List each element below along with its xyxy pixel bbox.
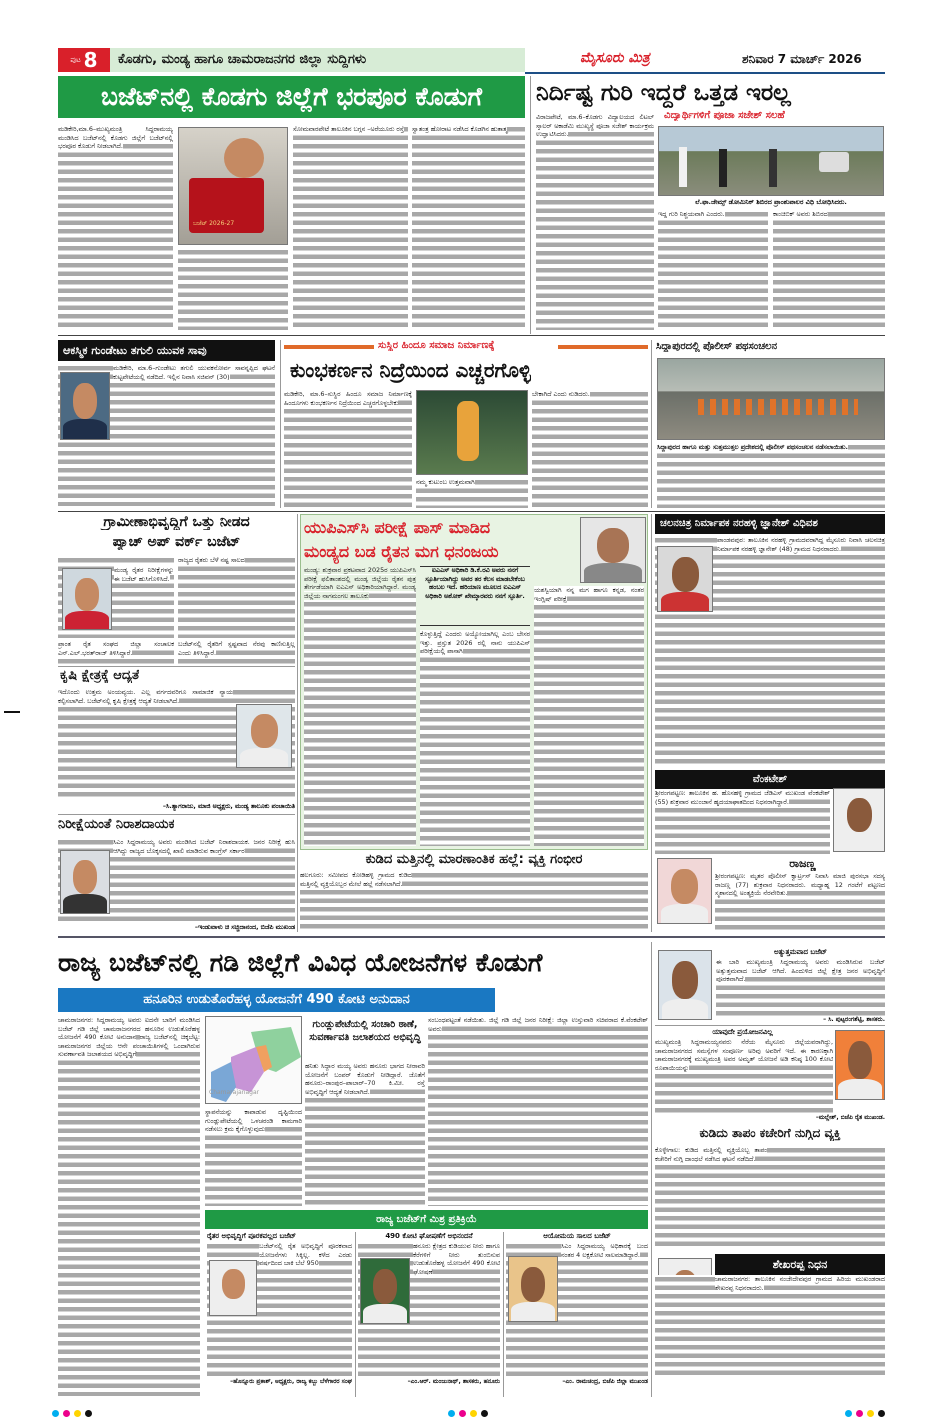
byline-best-budget: – ಸಿ. ಪುಟ್ಟರಂಗಶೆಟ್ಟಿ, ಶಾಸಕರು. [823,1016,885,1023]
crop-mark [4,711,20,713]
upsc-quote-box: ಐಎಎಸ್ ಅಧಿಕಾರಿ ಡಿ.ಕೆ.ರವಿ ಅವರು ನನಗೆ ಸ್ಫೂರ್ತಿಯಾಗಿದ್ದು ಅವರ ತರ ಕೆಲಸ ಮಾಡಬೇಕೆಂಬ ಹಂಬಲ ಇದೆ. ಹರಿಯಾಣ ಮೂಲದ ಐಎಎಸ್ ಅಧಿಕಾರಿ ಅಶೋಕ್ ಖೇಮ್ಕಾರವರು ನನಗೆ ಸ್ಫೂರ್ತಿ. [420,566,530,626]
kicker-kumbhakarna: ಸುಸ್ಥಿರ ಹಿಂದೂ ಸಮಾಜ ನಿರ್ಮಾಣಕ್ಕೆ [378,340,495,351]
article-body: ಕಾಂಚಿಬಿಕ್ ಅವರು ಶಿಬಿರದ [773,210,885,330]
article-body: ವಿರಾಜಪೇಟೆ, ಮಾ.6–ಕೊಡಗು ವಿದ್ಯಾಲಯದ ಲಿಟಲ್ ಸ್ಕಾಲರ್ ಅಕಾಡೆಮಿ ಮುಖ್ಯಸ್ಥೆ ಪೂಜಾ ಸಜೇಶ್ ಕಾರ್ಯಕ್ರಮ ಉದ್ಘಾಟಿಸಿದರು. [536,113,654,330]
article-body: ಮಡಿಕೇರಿ, ಮಾ.6–ಗುಂಡೇಟು ತಗುಲಿ ಯುವಕನೋರ್ವ ಸಾವನ್ನಪ್ಪಿದ ಘಟನೆ ಕುಟ್ಟಪೇಟೆಯಲ್ಲಿ ನಡೆದಿದೆ. ಇಲ್ಲಿನ ನಿವಾಸಿ ಸಜಿವನ್ (30) [58,364,275,506]
article-body: ಚಾಮರಾಜನಗರ: ಸಿದ್ದರಾಮಯ್ಯ ಅವರು ಐದನೇ ಬಾರಿಗೆ ಮಂಡಿಸಿದ ಬಜೆಟ್ ಗಡಿ ಜಿಲ್ಲೆ ಚಾಮರಾಜನಗರದ ಹನೂರಿನ ಉಡುತೊರೆಹಳ್ಳ ಯೋಜನೆಗೆ 490 ಕೋಟಿ ಅನುದಾನ ರಾಜ್ಯ ಬಜೆಟ್‌ನಲ್ಲಿ ಚಿಕ್ಕಬೆಟ್ಟ: ಚಾಮರಾಜನಗರ ಜಿಲ್ಲೆಯ ಆನೇ ಪಂಚಾಯಿತಿಗಳಲ್ಲಿ ಒಂದಾಗಿರುವ ಸುವರ್ಣಾವತಿ ಜಲಾಶಯದ ಅಭಿವೃದ್ಧಿಗೆ [58,1016,200,1396]
honnur-prakash-photo [209,1260,257,1316]
article-body: ಮಂಡ್ಯ ರೈತರ ನಿರೀಕ್ಷೆಗಳನ್ನು ಈ ಬಜೆಟ್ ಹುಸಿಗೊಳಿಸಿದೆ. [58,556,174,638]
map-watermark: Chamarajanagar [209,1089,260,1096]
article-body [178,248,288,330]
article-body: ಇದೊಂದು ಉತ್ತಮ ಅಂಯವ್ಯಯ. ಎಲ್ಲ ವರ್ಗದವರಿಗೂ ಸಾಮಾಜಿಕ ನ್ಯಾಯ ಕಲ್ಪಿಸಲಾಗಿದೆ. ಬಜೆಟ್‌ನಲ್ಲಿ ಕೃಷಿ ಕ್ಷೇತ್ರಕ್ಕೆ ಆದ್ಯತೆ ನೀಡಲಾಗಿದೆ. [58,688,295,798]
headline-patchup-line2: ಪ್ಯಾಚ್ ಅಪ್ ವರ್ಕ್ ಬಜೆಟ್ [112,534,241,550]
reaction-byline: –ಎಂ.ಆರ್. ಮಂಜುನಾಥ್, ಶಾಸಕರು, ಹನೂರು [407,1378,500,1385]
article-body: ಪಾಂಡವಪುರ: ತಾಲೂಕಿನ ನರಹಳ್ಳಿ ಗ್ರಾಮದವರಾಗಿದ್ದ ಮೈಸೂರು ನಿವಾಸಿ ಚಲನಚಿತ್ರ ನಿರ್ಮಾಪಕ ನರಹಳ್ಳಿ ಜ್ಞಾನೇಶ್ (48) ಗ್ರಾಮದ ನಿಧನರಾದರು. [655,536,885,766]
headline-police-march: ಸಿದ್ದಾಪುರದಲ್ಲಿ ಪೊಲೀಸ್ ಪಥಸಂಚಲನ [656,341,778,352]
article-body: ಸಿಎಂ ಸಿದ್ದರಾಮಯ್ಯ ಅವರು ಮಂಡಿಸಿದ ಬಜೆಟ್ ನಿರಾಶದಾಯಕ. ಜನರ ನಿರೀಕ್ಷೆ ಹುಸಿ ಆಗಿದ್ದು ರಾಜ್ಯದ ಬೊಕ್ಕಸದಲ್ಲಿ ಖಾಲಿ ಮಾಡಿರುವ ಕಾಂಗ್ರೆಸ್ ಸರ್ಕಾರ [58,838,295,922]
subhead-border-budget: ಹನೂರಿನ ಉಡುತೊರೆಹಳ್ಳ ಯೋಜನೆಗೆ 490 ಕೋಟಿ ಅನುದಾನ [58,988,495,1012]
bharathraj-photo [62,568,112,630]
article-body: ಹನಿತು ಸಿದ್ದಾರ ಮಯ್ಯ ಅವರು ಹನೂರು ಭಾಗದ ನೀರಾವರಿ ಯೋಜನೆಗೆ ಬಂಪರ್ ಕೊಡುಗೆ ನೀಡಿದ್ದಾರೆ. ಜೊತೆಗೆ ಹನೂರು–ರಾಂಪುರ–ಪಾಲಾರ್–70 ಕಿ.ಮೀ. ರಸ್ತೆ ಅಭಿವೃದ್ಧಿಗೆ ಆದ್ಯತೆ ನೀಡಲಾಗಿದೆ. [305,1062,425,1207]
article-body: ಮಡಿಕೇರಿ, ಮಾ.6–ಸುಸ್ಥಿರ ಹಿಂದೂ ಸಮಾಜ ನಿರ್ಮಾಣಕ್ಕೆ ಹಿಂದೂಗಳು ಕುಂಭಕರ್ಣನ ನಿದ್ರೆಯಿಂದ ಎಚ್ಚರಗೊಳ್ಳಬೇಕು [284,390,412,508]
article-body: ಕೊಳ್ಳುತ್ತಿದ್ದೆ ಎಂದರು ಅಯ್ಯೋಯಾಗಿಲ್ಲ ಎಂಬ ಬೇಸರ ಇತ್ತು. ಪ್ರಸ್ತುತ 2026 ರಲ್ಲಿ ನಾನು ಯುಪಿಎಸ್ ಪರೀಕ್ಷೆಯಲ್ಲಿ ಪಾಸಾಗಿ [420,630,530,846]
reaction-headline: ರೈತರ ಅಭಿವೃದ್ಧಿಗೆ ಪೂರಕವಲ್ಲದ ಬಜೆಟ್ [207,1232,297,1240]
victim-photo [60,372,110,440]
section-title: ಕೊಡಗು, ಮಂಡ್ಯ ಹಾಗೂ ಚಾಮರಾಜನಗರ ಜಿಲ್ಲಾ ಸುದ್ದಿಗಳು [110,48,525,72]
reaction-headline: 490 ಕೋಟಿ ಘೋಷಣೆಗೆ ಅಭಿನಂದನೆ [385,1232,473,1240]
mallesh-photo [835,1030,885,1100]
article-body: ರಾಜ್ಯದ ರೈತರು ಬೆಳೆ ನಷ್ಟ ಸಾಲದ [178,556,295,638]
article-body: ಹಲಗೂರು: ಸಮೀಪದ ಕೋಡಿಹಳ್ಳಿ ಗ್ರಾಮದ ಕುಡಿದ ಮತ್ತಿನಲ್ಲಿ ವ್ಯಕ್ತಿಯೊಬ್ಬರ ಮೇಲೆ ಹಲ್ಲೆ ನಡೆಸಲಾಗಿದೆ. [300,871,648,931]
page-number-badge [58,48,110,72]
headline-kumbhakarna: ಕುಂಭಕರ್ಣನ ನಿದ್ರೆಯಿಂದ ಎಚ್ಚರಗೊಳ್ಳಿ [290,358,532,382]
photo-caption: ಲೆ.ಫಾ.ಜೇಮ್ಸ್ ಡೋಮಿನಿಕ್ ಶಿಬಿರದ ಪ್ರಾಂಶುಪಾಲರ ವಿಧಿ ಬೋಧಿಸಿದರು. [695,198,847,206]
headline-upsc-line2: ಮಂಡ್ಯದ ಬಡ ರೈತನ ಮಗ ಧನಂಜಯ [304,542,499,561]
newspaper-logo: ಮೈಸೂರು ಮಿತ್ರ [580,50,650,66]
headline-gnanesh: ಚಲನಚಿತ್ರ ನಿರ್ಮಾಪಕ ನರಹಳ್ಳಿ ಜ್ಞಾನೇಶ್ ವಿಧಿವಶ [655,514,885,534]
headline-disappoint: ನಿರೀಕ್ಷೆಯಂತೆ ನಿರಾಶದಾಯಕ [58,817,175,832]
headline-stress: ನಿರ್ದಿಷ್ಟ ಗುರಿ ಇದ್ದರೆ ಒತ್ತಡ ಇರಲ್ಲ [536,80,791,106]
color-registration-marks-left [52,1402,96,1421]
byline-disappoint: –ಇಂಡುವಾಳು ಚಿ ಸಚ್ಚಿದಾನಂದ, ಬಿಜೆಪಿ ಮುಖಂಡ [194,924,295,931]
kicker-rule-right [558,345,648,349]
article-body: ಕೊಳ್ಳೇಗಾಲ: ಕುಡಿದ ಮತ್ತಿನಲ್ಲಿ ವ್ಯಕ್ತಿಯೊಬ್ಬ ತಾಪಂ ಕಚೇರಿಗೆ ನುಗ್ಗಿ ದಾಂಧಲೆ ನಡೆಸಿದ ಘಟನೆ ನಡೆದಿದೆ. [655,1146,885,1250]
police-march-photo [657,358,885,440]
headline-kodagu-budget: ಬಜೆಟ್‌ನಲ್ಲಿ ಕೊಡಗು ಜಿಲ್ಲೆಗೆ ಭರಪೂರ ಕೊಡುಗೆ [58,76,525,118]
article-body: ಸ್ಥಾಪನೆಯನ್ನು ಕಾಪಾಡುವ ದೃಷ್ಟಿಯಿಂದ ಗುಂಡ್ಲುಪೇಟೆಯಲ್ಲಿ ಒಳಚರಂಡಿ ಕಾಮಗಾರಿ ನಡೆಸಲು ಕ್ರಮ ಕೈಗೊಳ್ಳುವುದು [205,1108,302,1206]
byline-agri: –ಸಿ.ತ್ಯಾಗರಾಜು, ಮಾಜಿ ಅಧ್ಯಕ್ಷರು, ಮಂಡ್ಯ ತಾಲೂಕು ಪಂಚಾಯಿತಿ [162,803,295,810]
headline-taluk-office: ಕುಡಿದು ತಾಪಂ ಕಚೇರಿಗೆ ನುಗ್ಗಿದ ವ್ಯಕ್ತಿ [699,1126,841,1140]
budget-briefcase-photo [178,127,288,245]
manjunath-photo [360,1258,410,1324]
article-body: ಸಿಎಂ ಸಿದ್ದರಾಮಯ್ಯ ಅಧಿಕಾರಕ್ಕೆ ಬಂದ ನಂತರ 4 ಲಕ್ಷಕೋಟಿ ಸಾಲಮಾಡಿದ್ದಾರೆ. [506,1242,648,1377]
puttarangashetty-photo [658,950,712,1020]
headline-upsc-line1: ಯುಪಿಎಸ್‌ಸಿ ಪರೀಕ್ಷೆ ಪಾಸ್ ಮಾಡಿದ [304,518,491,537]
headline-best-budget: ಅತ್ಯುತ್ತಮವಾದ ಬಜೆಟ್ [774,948,827,956]
article-body: ಮಂಡ್ಯ: ಶುಕ್ರವಾರ ಪ್ರಕಟವಾದ 2025ರ ಯುಪಿಎಸ್‌ಸಿ ಪರೀಕ್ಷೆ ಫಲಿತಾಂಶದಲ್ಲಿ ಮಂಡ್ಯ ಜಿಲ್ಲೆಯ ರೈತನ ಪುತ್ರ ತೇರ್ಗಡೆಯಾಗಿ ಐಎಎಸ್ ಅಧಿಕಾರಿಯಾಗಿದ್ದಾರೆ. ಮಂಡ್ಯ ಜಿಲ್ಲೆಯ ನಾಗಮಂಗಲ ತಾಲೂಕು [304,566,416,846]
briefcase-label: ಬಜೆಟ್ 2026-27 [193,220,235,227]
headline-venkatesh: ವೆಂಕಟೇಶ್ [655,770,885,789]
headline-border-budget: ರಾಜ್ಯ ಬಜೆಟ್‌ನಲ್ಲಿ ಗಡಿ ಜಿಲ್ಲೆಗೆ ವಿವಿಧ ಯೋಜನೆಗಳ ಕೊಡುಗೆ [58,948,543,977]
ramachandra-photo [508,1256,558,1322]
article-body: ಸಂಬಂಧಪಟ್ಟಂತೆ ನಡೆಯಿತು. ಜಿಲ್ಲೆ ಗಡಿ ಜಿಲ್ಲೆ ಜನರ ನಿರೀಕ್ಷೆ: ಜಿಲ್ಲಾ ಉಸ್ತುವಾರಿ ಸಚಿವರಾದ ಕೆ.ವೆಂಕಟೇಶ್ ಅವರು [428,1016,648,1206]
page-label: ಪುಟ [70,55,81,64]
sachidananda-photo [60,850,110,914]
reaction-headline: ಆಯೋಮಯ ಸಾಲದ ಬಜೆಟ್ [543,1232,611,1240]
ceremony-photo [658,126,884,196]
headline-gunshot: ಆಕಸ್ಮಿಕ ಗುಂಡೇಟು ತಗುಲಿ ಯುವಕ ಸಾವು [58,340,275,361]
kicker-rule-left [284,345,374,349]
reaction-byline: –ಎಂ. ರಾಮಚಂದ್ರ, ಬಿಜೆಪಿ ಜಿಲ್ಲಾ ಮುಖಂಡ [562,1378,648,1385]
rajanna-photo [657,858,712,924]
gnanesh-photo [657,546,713,612]
article-body: ಬೇಕಾಗಿದೆ ಎಂದು ನುಡಿದರು. [532,390,648,508]
speaker-photo [416,390,528,475]
reactions-banner: ರಾಜ್ಯ ಬಜೆಟ್‌ಗೆ ಮಿಶ್ರ ಪ್ರತಿಕ್ರಿಯೆ [205,1210,648,1229]
article-body: ಬಜೆಟ್‌ನಲ್ಲಿ ರೈತರಿಗೆ ಸ್ಪಷ್ಟವಾದ ನೆರವು ಕಾಣಿಸುತ್ತಿಲ್ಲ ಎಂದು ತಿಳಿಸಿದ್ದಾರೆ. [178,640,295,665]
color-registration-marks-right [845,1402,889,1421]
byline-no-benefit: –ಮಲ್ಲೇಶ್, ಬಿಜೆಪಿ ರೈತ ಮುಖಂಡ. [815,1114,885,1121]
article-body: ಮುಖ್ಯಮಂತ್ರಿ ಸಿದ್ದರಾಮಯ್ಯನವರು ನೆರೆಯ ಮೈಸೂರು ಜಿಲ್ಲೆಯವರಾಗಿದ್ದು, ಚಾಮರಾಜನಗರದ ಸಮಸ್ಯೆಗಳ ಸಂಪೂರ್ಣ ಅರಿವು ಅವರಿಗೆ ಇದೆ. ಈ ಕಾರಣಕ್ಕಾಗಿ ಚಾಮರಾಜನಗರಕ್ಕೆ ಮುಖ್ಯಮಂತ್ರಿ ಅವರ ಅಮೃತ್ ಯೋಜನೆ ಅಡಿ ಕನಿಷ್ಠ 100 ಕೋಟಿ ರೂಪಾಯಿಯನ್ನು [655,1038,833,1114]
thyagaraju-photo [236,704,292,768]
reaction-byline: –ಹೊನ್ನೂರು ಪ್ರಕಾಶ್, ಅಧ್ಯಕ್ಷರು, ರಾಜ್ಯ ಕಬ್ಬು ಬೆಳೆಗಾರರ ಸಂಘ [230,1378,352,1385]
article-body: ಯಶಸ್ವಿಯಾಗಿ ನನ್ನ ಮಗ ಹಾಗೂ ಕನ್ನಡ, ನಂತರ ಇಂಗ್ಲಿಷ್ ಪರೀಕ್ಷೆ [534,586,644,846]
issue-date: ಶನಿವಾರ 7 ಮಾರ್ಚ್ 2026 [742,52,862,66]
page-number: 8 [83,48,98,72]
masthead-rule [525,72,885,74]
color-registration-marks-center [448,1402,492,1421]
headline-rajanna: ರಾಜಣ್ಣ [789,857,816,870]
article-body: ಬಜೆಟ್‌ನಲ್ಲಿ ರೈತ ಅಭಿವೃದ್ಧಿಗೆ ಪೂರಕವಾದ ಯೋಜನೆಗಳು ಸಿಕ್ಕಿಲ್ಲ. ಕಳೆದ ಎರಡು ವರ್ಷದಿಂದ ಬಾಕಿ ಬೆಲೆ 950 [207,1242,352,1377]
article-body: ಈ ಬಾರಿ ಮುಖ್ಯಮಂತ್ರಿ ಸಿದ್ದರಾಮಯ್ಯ ಅವರು ಮಂಡಿಸಿರುವ ಬಜೆಟ್ ಅತ್ಯುತ್ತಮವಾದ ಬಜೆಟ್ ಆಗಿದೆ. ಹಿಂದುಳಿದ ಜಿಲ್ಲೆ ಕ್ಷೇತ್ರ ಜನರ ಅಭಿವೃದ್ಧಿಗೆ ಪೂರಕವಾಗಿದೆ. [716,958,885,1016]
article-body: ಶ್ರೀರಂಗಪಟ್ಟಣ: ಮೃತರ ಪೊಲೀಸ್ ಕ್ವಾರ್ಟ್ರಸ್ ನಿವಾಸಿ ಮಾಜಿ ಪುರಸಭಾ ಸದಸ್ಯ ರಾಜಣ್ಣ (77) ಶುಕ್ರವಾರ ನಿಧನರಾದರು. ಮಧ್ಯಾಹ್ನ 12 ಗಂಟೆಗೆ ಪಟ್ಟಣದ ಸ್ಮಶಾನದಲ್ಲಿ ಅಂತ್ಯಕ್ರಿಯೆ ನೆರವೇರಿತು. [715,872,885,930]
headline-gundlupet: ಗುಂಡ್ಲುಪೇಟೆಯಲ್ಲಿ ಸಂಚಾರಿ ಠಾಣೆ, ಸುವರ್ಣಾವತಿ ಜಲಾಶಯದ ಅಭಿವೃದ್ಧಿ [309,1019,421,1043]
headline-patchup-line1: ಗ್ರಾಮೀಣಾಭಿವೃದ್ಧಿಗೆ ಒತ್ತು ನೀಡದ [103,514,250,530]
headline-assault: ಕುಡಿದ ಮತ್ತಿನಲ್ಲಿ ಮಾರಣಾಂತಿಕ ಹಲ್ಲೆ: ವ್ಯಕ್ತಿ ಗಂಭೀರ [365,852,583,867]
district-map [205,1016,302,1104]
article-body: ಸೋಮವಾರಪೇಟೆ ತಾಲೂಕಿನ ಬಗ್ಗನ –ಅರೆಯೂರು ರಸ್ತೆ [293,125,408,330]
dhananjaya-photo [580,517,646,583]
article-body: ನಮ್ಮ ಕುಟುಂಬ ಉತ್ತಮವಾಗಿ [416,478,528,508]
headline-agri: ಕೃಷಿ ಕ್ಷೇತ್ರಕ್ಕೆ ಆದ್ಯತೆ [60,668,140,683]
article-body: ಸ್ವಾತಂತ್ರ ಹೋರಾಟ ನಡೆಸಿದ ಕೊಡಗಿನ ಹುತಾತ್ಮ [412,125,525,330]
article-body: ಹನೂರು ಕ್ಷೇತ್ರದ ಕುಡಿಯುವ ನೀರು ಹಾಗೂ ಕೆರೆಗಳಿಗೆ ನೀರು ತುಂಬಿಸುವ ಉಡುತೊರೆಹಳ್ಳ ಯೋಜನೆಗೆ 490 ಕೋಟಿ ಘೋಷಣೆ [358,1242,500,1377]
article-body: ಸಿದ್ದಾಪುರದ ಹಾಗೂ ಮತ್ತು ಸುತ್ತಮುತ್ತಲ ಪ್ರದೇಶದಲ್ಲಿ ಪೊಲೀಸ್ ಪಥಸಂಚಲನ ನಡೆಸಲಾಯಿತು. [657,443,885,508]
headline-no-benefit: ಯಾವುದೇ ಪ್ರಯೋಜನವಿಲ್ಲ [712,1028,773,1036]
subhead-stress: ವಿದ್ಯಾರ್ಥಿಗಳಿಗೆ ಪೂಜಾ ಸಜೇಶ್ ಸಲಹೆ [664,110,785,121]
article-body: ಚಾಮರಾಜನಗರ: ತಾಲೂಕಿನ ನಂಜೇದೇವಪುರ ಗ್ರಾಮದ ಹಿರಿಯ ಮುಖಂಡರಾದ ಶೇಖರಪ್ಪ ನಿಧನರಾದರು. [655,1275,885,1375]
article-body: ಇದ್ದ ಗುರಿ ನಿಶ್ಚಯವಾಗಿ ಎಂದರು. [658,210,768,330]
venkatesh-photo [833,788,885,852]
article-body: ಮಡಿಕೇರಿ,ಮಾ.6–ಮುಖ್ಯಮಂತ್ರಿ ಸಿದ್ದರಾಮಯ್ಯ ಮಂಡಿಸಿದ ಬಜೆಟ್‌ನಲ್ಲಿ ಕೊಡಗು ಜಿಲ್ಲೆಗೆ ಬಜೆಟ್‌ನಲ್ಲಿ ಭರಪೂರ ಕೊಡುಗೆ ನೀಡಲಾಗಿದೆ. [58,125,173,330]
headline-shekarappa: ಶೇಖರಪ್ಪ ನಿಧನ [715,1254,885,1276]
article-body: ಶ್ರೀರಂಗಪಟ್ಟಣ: ತಾಲೂಕಿನ ಹ. ಹೊಸಹಳ್ಳಿ ಗ್ರಾಮದ ಜೆಡಿಎಸ್ ಮುಖಂಡ ವೆಂಕಟೇಶ್ (55) ಶುಕ್ರವಾರ ಮುಂಜಾನೆ ಹೃದಯಾಘಾತದಿಂದ ನಿಧನರಾಗಿದ್ದಾರೆ. [655,789,830,854]
article-body: ಪ್ರಾಂತ ರೈತ ಸಂಘದ ಜಿಲ್ಲಾ ಸಂಚಾಲಕ ಎನ್.ಎಲ್.ಭರತ್‌ರಾಜ್ ತಿಳಿಸಿದ್ದಾರೆ. [58,640,174,665]
